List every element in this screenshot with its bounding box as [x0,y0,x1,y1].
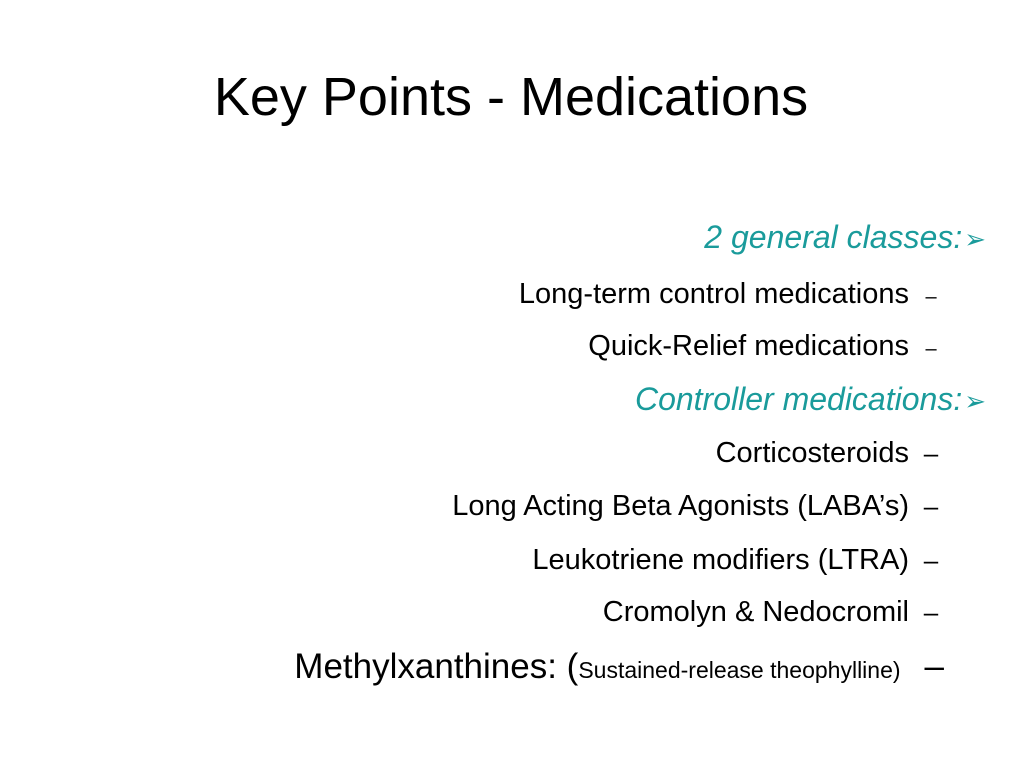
heading-general-classes [704,219,986,256]
list-item-quick-relief [588,330,939,363]
heading-controller-medications [635,381,986,418]
heading-text: 2 general classes: [704,219,963,255]
list-item-subtext: Sustained-release theophylline) [578,657,901,683]
list-item-ltra [532,544,939,577]
list-item-text: Long Acting Beta Agonists (LABA’s) [452,490,909,522]
list-item-text: Long-term control medications [518,278,909,310]
list-item-laba [452,490,939,523]
dash-bullet-icon: – [925,286,937,308]
list-item-text: Quick-Relief medications [588,330,909,362]
list-item-cromolyn [603,596,939,629]
dash-bullet-icon: – [924,647,944,686]
dash-bullet-icon: – [923,545,939,575]
list-item-corticosteroids [716,437,939,470]
slide-title-text: Key Points - Medications [213,67,809,127]
list-item-text: Methylxanthines: ( [294,647,579,686]
list-item-long-term-control [519,278,939,311]
arrow-bullet-icon: ➢ [964,386,986,416]
dash-bullet-icon: – [923,438,939,468]
heading-text: Controller medications: [634,381,963,417]
list-item-text: Cromolyn & Nedocromil [602,596,909,628]
list-item-text: Corticosteroids [715,437,909,469]
dash-bullet-icon: – [923,597,939,627]
arrow-bullet-icon: ➢ [964,224,986,254]
dash-bullet-icon: – [925,338,937,360]
list-item-text: Leukotriene modifiers (LTRA) [532,544,909,576]
list-item-methylxanthines [294,647,944,687]
dash-bullet-icon: – [923,491,939,521]
